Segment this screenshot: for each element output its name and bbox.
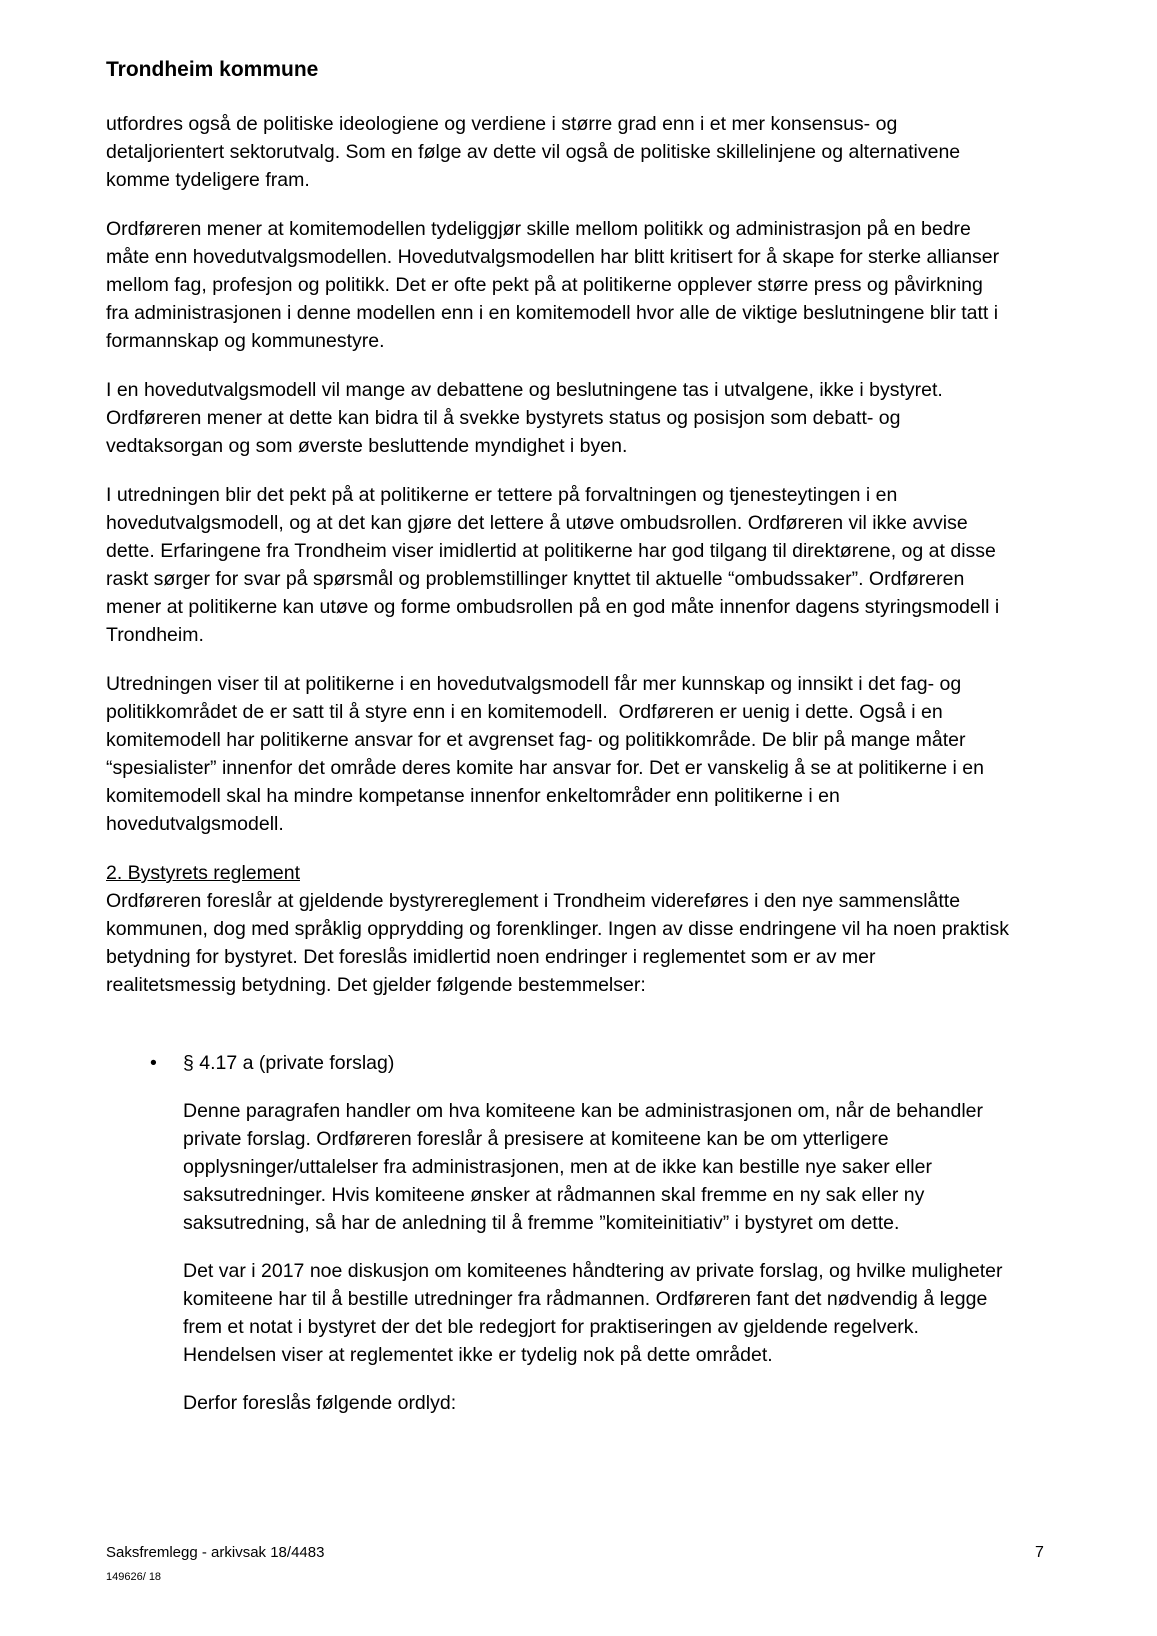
bullet-label: § 4.17 a (private forslag) (183, 1052, 395, 1074)
footer-document-reference: Saksfremlegg - arkivsak 18/4483 (106, 1544, 325, 1561)
body-paragraph-2: Ordføreren mener at komitemodellen tydeliggjør skille mellom politikk og administrasjon på en bedre måte enn hovedutvalgsmodellen. Hovedutvalgsmodellen har blitt kritisert for å skape for sterke allianser mellom fag, profesjon og politikk. Det er ofte pekt på at politikerne opplever større press og påvirkning fra administrasjonen i denne modellen enn i en komitemodell hvor alle de viktige beslutningene blir tatt i formannskap og kommunestyre. (106, 218, 1005, 352)
bullet-marker-icon: • (150, 1052, 157, 1074)
body-paragraph-1: utfordres også de politiske ideologiene og verdiene i større grad enn i et mer konsensus- og detaljorientert sektorutvalg. Som en følge av dette vil også de politiske skillelinjene og alternativene komme tydeligere fram. (106, 113, 966, 191)
bullet-sub-paragraph-1: Denne paragrafen handler om hva komiteene kan be administrasjonen om, når de behandler private forslag. Ordføreren foreslår å presisere at komiteene kan be om ytterligere opplysninger/uttalelser fra administrasjonen, men at de ikke kan bestille nye saker eller saksutredninger. Hvis komiteene ønsker at rådmannen skal fremme en ny sak eller ny saksutredning, så har de anledning til å fremme ”komiteinitiativ” i bystyret om dette. (183, 1100, 989, 1234)
section-bystyrets-reglement (106, 859, 1015, 999)
section-heading: 2. Bystyrets reglement (106, 862, 300, 884)
document-content (106, 56, 1015, 1417)
page-title: Trondheim kommune (106, 58, 319, 81)
body-paragraph-3: I en hovedutvalgsmodell vil mange av debattene og beslutningene tas i utvalgene, ikke i bystyret. Ordføreren mener at dette kan bidra til å svekke bystyrets status og posisjon som debatt- og vedtaksorgan og som øverste besluttende myndighet i byen. (106, 379, 949, 457)
bullet-sub-paragraph-3: Derfor foreslås følgende ordlyd: (183, 1392, 457, 1414)
page-footer (106, 1543, 324, 1585)
bullet-item (106, 1049, 1010, 1077)
footer-archive-number: 149626/ 18 (106, 1571, 162, 1583)
bullet-sub-paragraph-2: Det var i 2017 noe diskusjon om komiteenes håndtering av private forslag, og hvilke muligheter komiteene har til å bestille utredninger fra rådmannen. Ordføreren fant det nødvendig å legge frem et notat i bystyret der det ble redegjort for praktiseringen av gjeldende regelverk. Hendelsen viser at reglementet ikke er tydelig nok på dette området. (183, 1260, 1008, 1366)
page-number: 7 (1035, 1544, 1044, 1561)
body-paragraph-4: I utredningen blir det pekt på at politikerne er tettere på forvaltningen og tjenesteytingen i en hovedutvalgsmodell, og at det kan gjøre det lettere å utøve ombudsrollen. Ordføreren vil ikke avvise dette. Erfaringene fra Trondheim viser imidlertid at politikerne har god tilgang til direktørene, og at disse raskt sørger for svar på spørsmål og problemstillinger knyttet til aktuelle “ombudssaker”. Ordføreren mener at politikerne kan utøve og forme ombudsrollen på en god måte innenfor dagens styringsmodell i Trondheim. (106, 484, 1005, 646)
section-intro-paragraph: Ordføreren foreslår at gjeldende bystyrereglement i Trondheim videreføres i den nye sammenslåtte kommunen, dog med språklig opprydding og forenklinger. Ingen av disse endringene vil ha noen praktisk betydning for bystyret. Det foreslås imidlertid noen endringer i reglementet som er av mer realitetsmessig betydning. Det gjelder følgende bestemmelser: (106, 890, 1015, 996)
body-paragraph-5: Utredningen viser til at politikerne i en hovedutvalgsmodell får mer kunnskap og innsikt i det fag- og politikkområdet de er satt til å styre enn i en komitemodell. Ordføreren er uenig i dette. Også i en komitemodell har politikerne ansvar for et avgrenset fag- og politikkområde. De blir på mange måter “spesialister” innenfor det område deres komite har ansvar for. Det er vanskelig å se at politikerne i en komitemodell skal ha mindre kompetanse innenfor enkeltområder enn politikerne i en hovedutvalgsmodell. (106, 673, 990, 835)
bullet-sub-paragraphs (106, 1097, 1010, 1417)
